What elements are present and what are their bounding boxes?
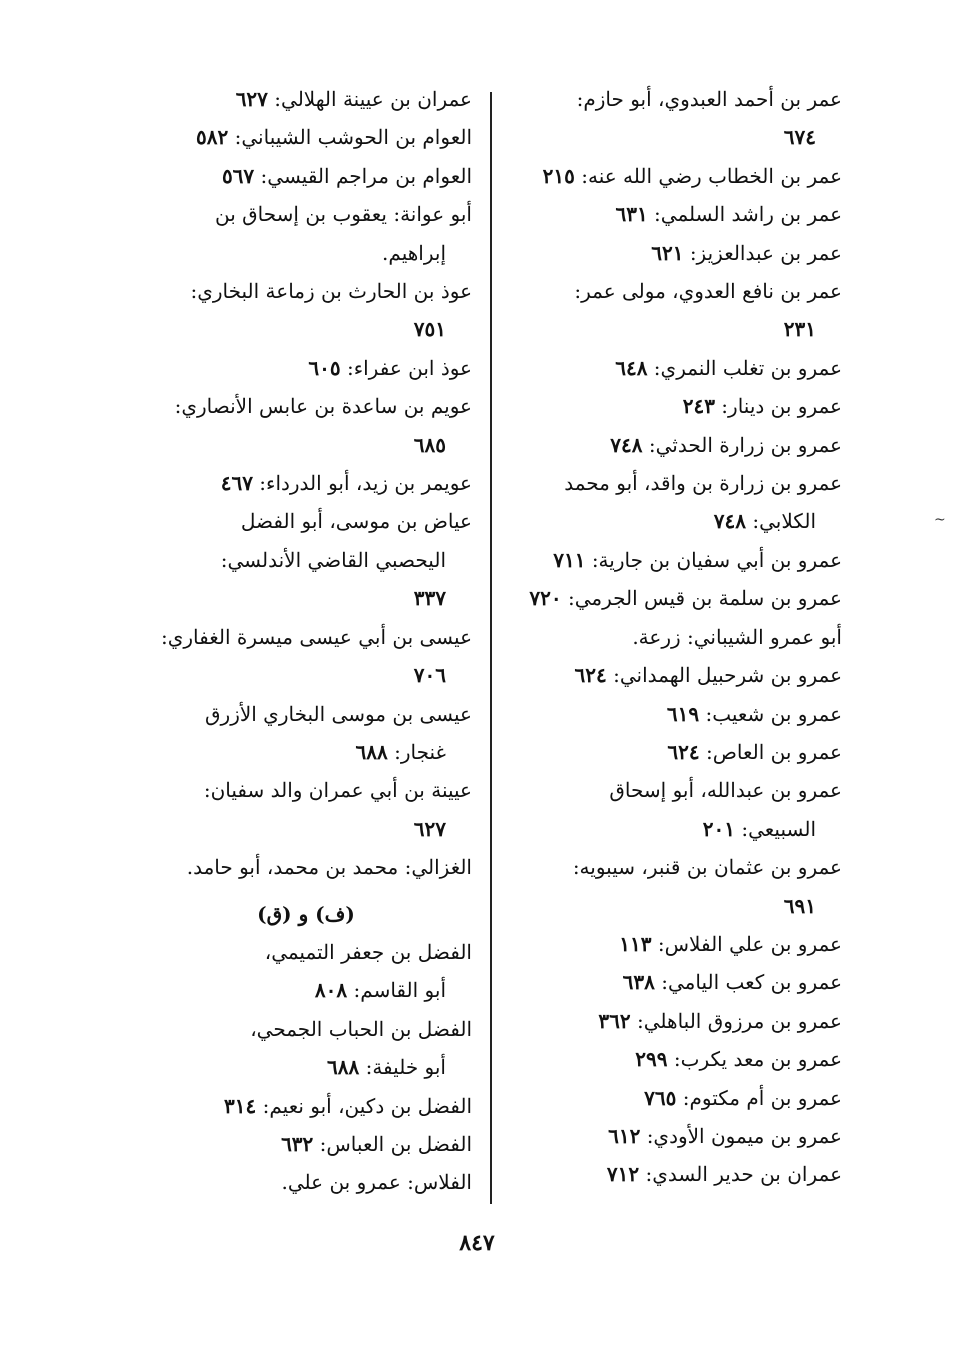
- entry-name: عمرو بن كعب اليامي:: [661, 970, 842, 995]
- entry-page-ref: ٢٩٩: [635, 1047, 668, 1072]
- entry-name: عمرو بن سلمة بن قيس الجرمي:: [567, 586, 842, 611]
- entry-name: عمرو بن عبدالله، أبو إسحاق: [609, 778, 842, 803]
- entry-page-ref: ٧٤٨: [610, 432, 643, 457]
- entry-name: عمرو بن العاص:: [705, 739, 842, 764]
- index-entry: [512, 1002, 842, 1040]
- index-entry: [512, 1155, 842, 1193]
- entry-page-ref: ٦٣١: [615, 202, 648, 227]
- index-entry: [512, 195, 842, 233]
- entry-page-ref: ٦٢٧: [235, 87, 268, 111]
- entry-name: عمرو بن أم مكتوم:: [682, 1085, 842, 1110]
- entry-name: عمران بن عيينة الهلالي:: [274, 87, 472, 111]
- entry-name: عوذ ابن عفراء:: [346, 355, 472, 380]
- entry-page-ref: ٢٤٣: [682, 394, 715, 419]
- index-entry: [140, 695, 472, 733]
- entry-name: السبيعي:: [741, 816, 816, 841]
- entry-name: الفضل بن الحباب الجمحي،: [250, 1016, 472, 1041]
- index-entry: [140, 195, 472, 233]
- index-entry: [512, 925, 842, 963]
- entry-page-ref: ٦٣٢: [281, 1131, 314, 1156]
- entry-name: عمرو بن شعيب:: [705, 701, 842, 726]
- entry-page-ref: ٦٠٥: [308, 355, 341, 380]
- index-entry: [140, 387, 472, 425]
- index-entry: [140, 118, 472, 156]
- index-entry: [512, 810, 842, 848]
- entry-page-ref: ٦٤٨: [615, 355, 648, 380]
- index-entry: [140, 971, 472, 1009]
- entry-name: عمرو بن زرارة بن واقد، أبو محمد: [564, 471, 842, 496]
- entry-page-ref: ٦٢١: [651, 240, 684, 265]
- index-entry: [512, 771, 842, 809]
- entry-name: عياض بن موسى، أبو الفضل: [240, 509, 472, 534]
- entry-name: عيسى بن موسى البخاري الأزرق: [205, 701, 472, 726]
- index-entry: [140, 349, 472, 387]
- entry-page-ref: ٦٨٨: [326, 1055, 360, 1080]
- index-entry: [140, 1048, 472, 1086]
- index-entry: [512, 310, 842, 348]
- section-heading: (ف) و (ق): [257, 901, 355, 926]
- entry-page-ref: ٢٠١: [702, 816, 736, 841]
- index-entry: [512, 118, 842, 156]
- index-entry: [140, 1163, 472, 1201]
- index-entry: [512, 733, 842, 771]
- entry-name: أبو عوانة: يعقوب بن إسحاق بن: [214, 202, 472, 227]
- entry-page-ref: ٣١٤: [224, 1093, 257, 1118]
- entry-name: عمرو بن زرارة الحدثي:: [648, 432, 842, 457]
- index-entry: [140, 579, 472, 617]
- entry-page-ref: ٧٤٨: [713, 509, 747, 534]
- entry-page-ref: ٢١٥: [542, 163, 575, 188]
- entry-page-ref: ٦٢٤: [667, 739, 700, 764]
- index-entry: [140, 310, 472, 348]
- index-entry: [512, 963, 842, 1001]
- index-entry: [140, 1125, 472, 1163]
- entry-page-ref: ٦٢٧: [413, 816, 446, 841]
- entry-name: العوام بن الحوشب الشيباني:: [234, 125, 472, 150]
- entry-name: عمر بن الخطاب رضي الله عنه:: [581, 163, 842, 188]
- index-entry: [140, 618, 472, 656]
- entry-name: أبو القاسم:: [353, 978, 446, 1003]
- entry-page-ref: ٧١٢: [606, 1162, 640, 1187]
- entry-name: غنجار:: [394, 739, 446, 764]
- entry-page-ref: ٧٢٠: [529, 586, 562, 611]
- index-entry: [512, 272, 842, 310]
- index-entry: [140, 1010, 472, 1048]
- entry-page-ref: ٨٠٨: [314, 978, 348, 1003]
- entry-name: الفضل بن دكين، أبو نعيم:: [262, 1093, 472, 1118]
- entry-name: العوام بن مراجم القيسي:: [260, 163, 472, 188]
- entry-page-ref: ٦٩١: [783, 893, 816, 918]
- entry-name: عمرو بن أبي سفيان بن جارية:: [591, 547, 842, 572]
- entry-name: عيينة بن أبي عمران والد سفيان:: [203, 778, 472, 803]
- index-entry: [512, 234, 842, 272]
- entry-name: عمرو بن تغلب النمري:: [653, 355, 842, 380]
- entry-name: أبو عمرو الشيباني: زرعة.: [632, 624, 842, 649]
- entry-page-ref: ٣٣٧: [413, 586, 446, 611]
- entry-name: عمر بن أحمد العبدوي، أبو حازم:: [576, 87, 842, 111]
- entry-name: عمرو بن دينار:: [721, 394, 842, 419]
- index-entry: [140, 848, 472, 886]
- entry-name: عمرو بن ميمون الأودي:: [646, 1123, 842, 1148]
- entry-page-ref: ٣٦٢: [598, 1008, 631, 1033]
- index-column-left: [140, 80, 472, 1202]
- entry-name: عمرو بن معد يكرب:: [673, 1047, 842, 1072]
- index-entry: [140, 80, 472, 118]
- entry-page-ref: ٥٦٧: [221, 163, 255, 188]
- index-entry: [512, 464, 842, 502]
- page-number: ٨٤٧: [459, 1230, 495, 1256]
- entry-page-ref: ٦٨٨: [355, 739, 388, 764]
- index-entry: [512, 1117, 842, 1155]
- index-entry: [140, 426, 472, 464]
- index-entry: [512, 579, 842, 617]
- index-entry: [140, 234, 472, 272]
- index-entry: [140, 771, 472, 809]
- entry-name: عمرو بن عثمان بن قنبر، سيبويه:: [572, 855, 842, 880]
- index-entry: [140, 933, 472, 971]
- index-entry: [140, 1087, 472, 1125]
- entry-name: الفلاس: عمرو بن علي.: [281, 1170, 472, 1195]
- entry-name: الغزالي: محمد بن محمد، أبو حامد.: [186, 855, 472, 880]
- entry-page-ref: ٦٨٥: [413, 432, 446, 457]
- index-entry: [512, 618, 842, 656]
- entry-name: إبراهيم.: [382, 240, 446, 265]
- entry-name: أبو خليفة:: [365, 1055, 446, 1080]
- index-column-right: [512, 80, 842, 1194]
- entry-page-ref: ٧٦٥: [644, 1085, 677, 1110]
- entry-page-ref: ٦١٩: [666, 701, 700, 726]
- entry-name: عمر بن عبدالعزيز:: [689, 240, 842, 265]
- index-entry: [140, 810, 472, 848]
- index-entry: [140, 502, 472, 540]
- entry-name: الفضل بن العباس:: [319, 1131, 472, 1156]
- entry-page-ref: ٤٦٧: [220, 471, 253, 496]
- entry-page-ref: ٦٧٤: [783, 125, 816, 150]
- entry-name: عمر بن نافع العدوي، مولى عمر:: [574, 279, 842, 304]
- entry-name: عمرو بن شرحبيل الهمداني:: [613, 663, 842, 688]
- entry-name: عيسى بن أبي عيسى ميسرة الغفاري:: [161, 624, 472, 649]
- index-entry: [512, 541, 842, 579]
- index-entry: [512, 80, 842, 118]
- index-entry: [512, 656, 842, 694]
- index-entry: [512, 157, 842, 195]
- index-entry: [140, 656, 472, 694]
- column-divider: [490, 92, 492, 1204]
- index-entry: [512, 426, 842, 464]
- index-entry: [512, 1079, 842, 1117]
- entry-name: عويمر بن زيد، أبو الدرداء:: [259, 471, 472, 496]
- entry-page-ref: ٧١١: [553, 547, 586, 572]
- entry-name: الفضل بن جعفر التميمي،: [264, 939, 472, 964]
- index-entry: [512, 502, 842, 540]
- index-entry: [140, 157, 472, 195]
- entry-page-ref: ٧٥١: [413, 317, 446, 342]
- index-entry: [512, 349, 842, 387]
- entry-name: عمرو بن علي الفلاس:: [657, 931, 842, 956]
- index-entry: [512, 387, 842, 425]
- entry-name: عمران بن حدير السدي:: [645, 1162, 842, 1187]
- entry-page-ref: ٦١٢: [608, 1123, 641, 1148]
- margin-mark: ~: [934, 512, 946, 528]
- entry-page-ref: ٦٢٤: [574, 663, 607, 688]
- index-entry: [512, 887, 842, 925]
- entry-page-ref: ١١٣: [619, 931, 652, 956]
- entry-name: عويم بن ساعدة بن عابس الأنصاري:: [174, 394, 472, 419]
- index-entry: [140, 464, 472, 502]
- entry-name: الكلابي:: [752, 509, 816, 534]
- index-entry: [512, 1040, 842, 1078]
- entry-name: عمرو بن مرزوق الباهلي:: [637, 1008, 842, 1033]
- index-entry: [512, 848, 842, 886]
- index-entry: [140, 272, 472, 310]
- entry-page-ref: ٥٨٢: [196, 125, 229, 150]
- entry-page-ref: ٢٣١: [783, 317, 816, 342]
- entry-page-ref: ٦٣٨: [622, 970, 655, 995]
- index-entry: [140, 541, 472, 579]
- entry-name: عوذ بن الحارث بن زماعة البخاري:: [190, 279, 472, 304]
- index-entry: [140, 733, 472, 771]
- entry-name: اليحصبي القاضي الأندلسي:: [220, 547, 446, 572]
- entry-name: عمر بن راشد السلمي:: [654, 202, 842, 227]
- index-entry: [512, 695, 842, 733]
- entry-page-ref: ٧٠٦: [413, 663, 446, 688]
